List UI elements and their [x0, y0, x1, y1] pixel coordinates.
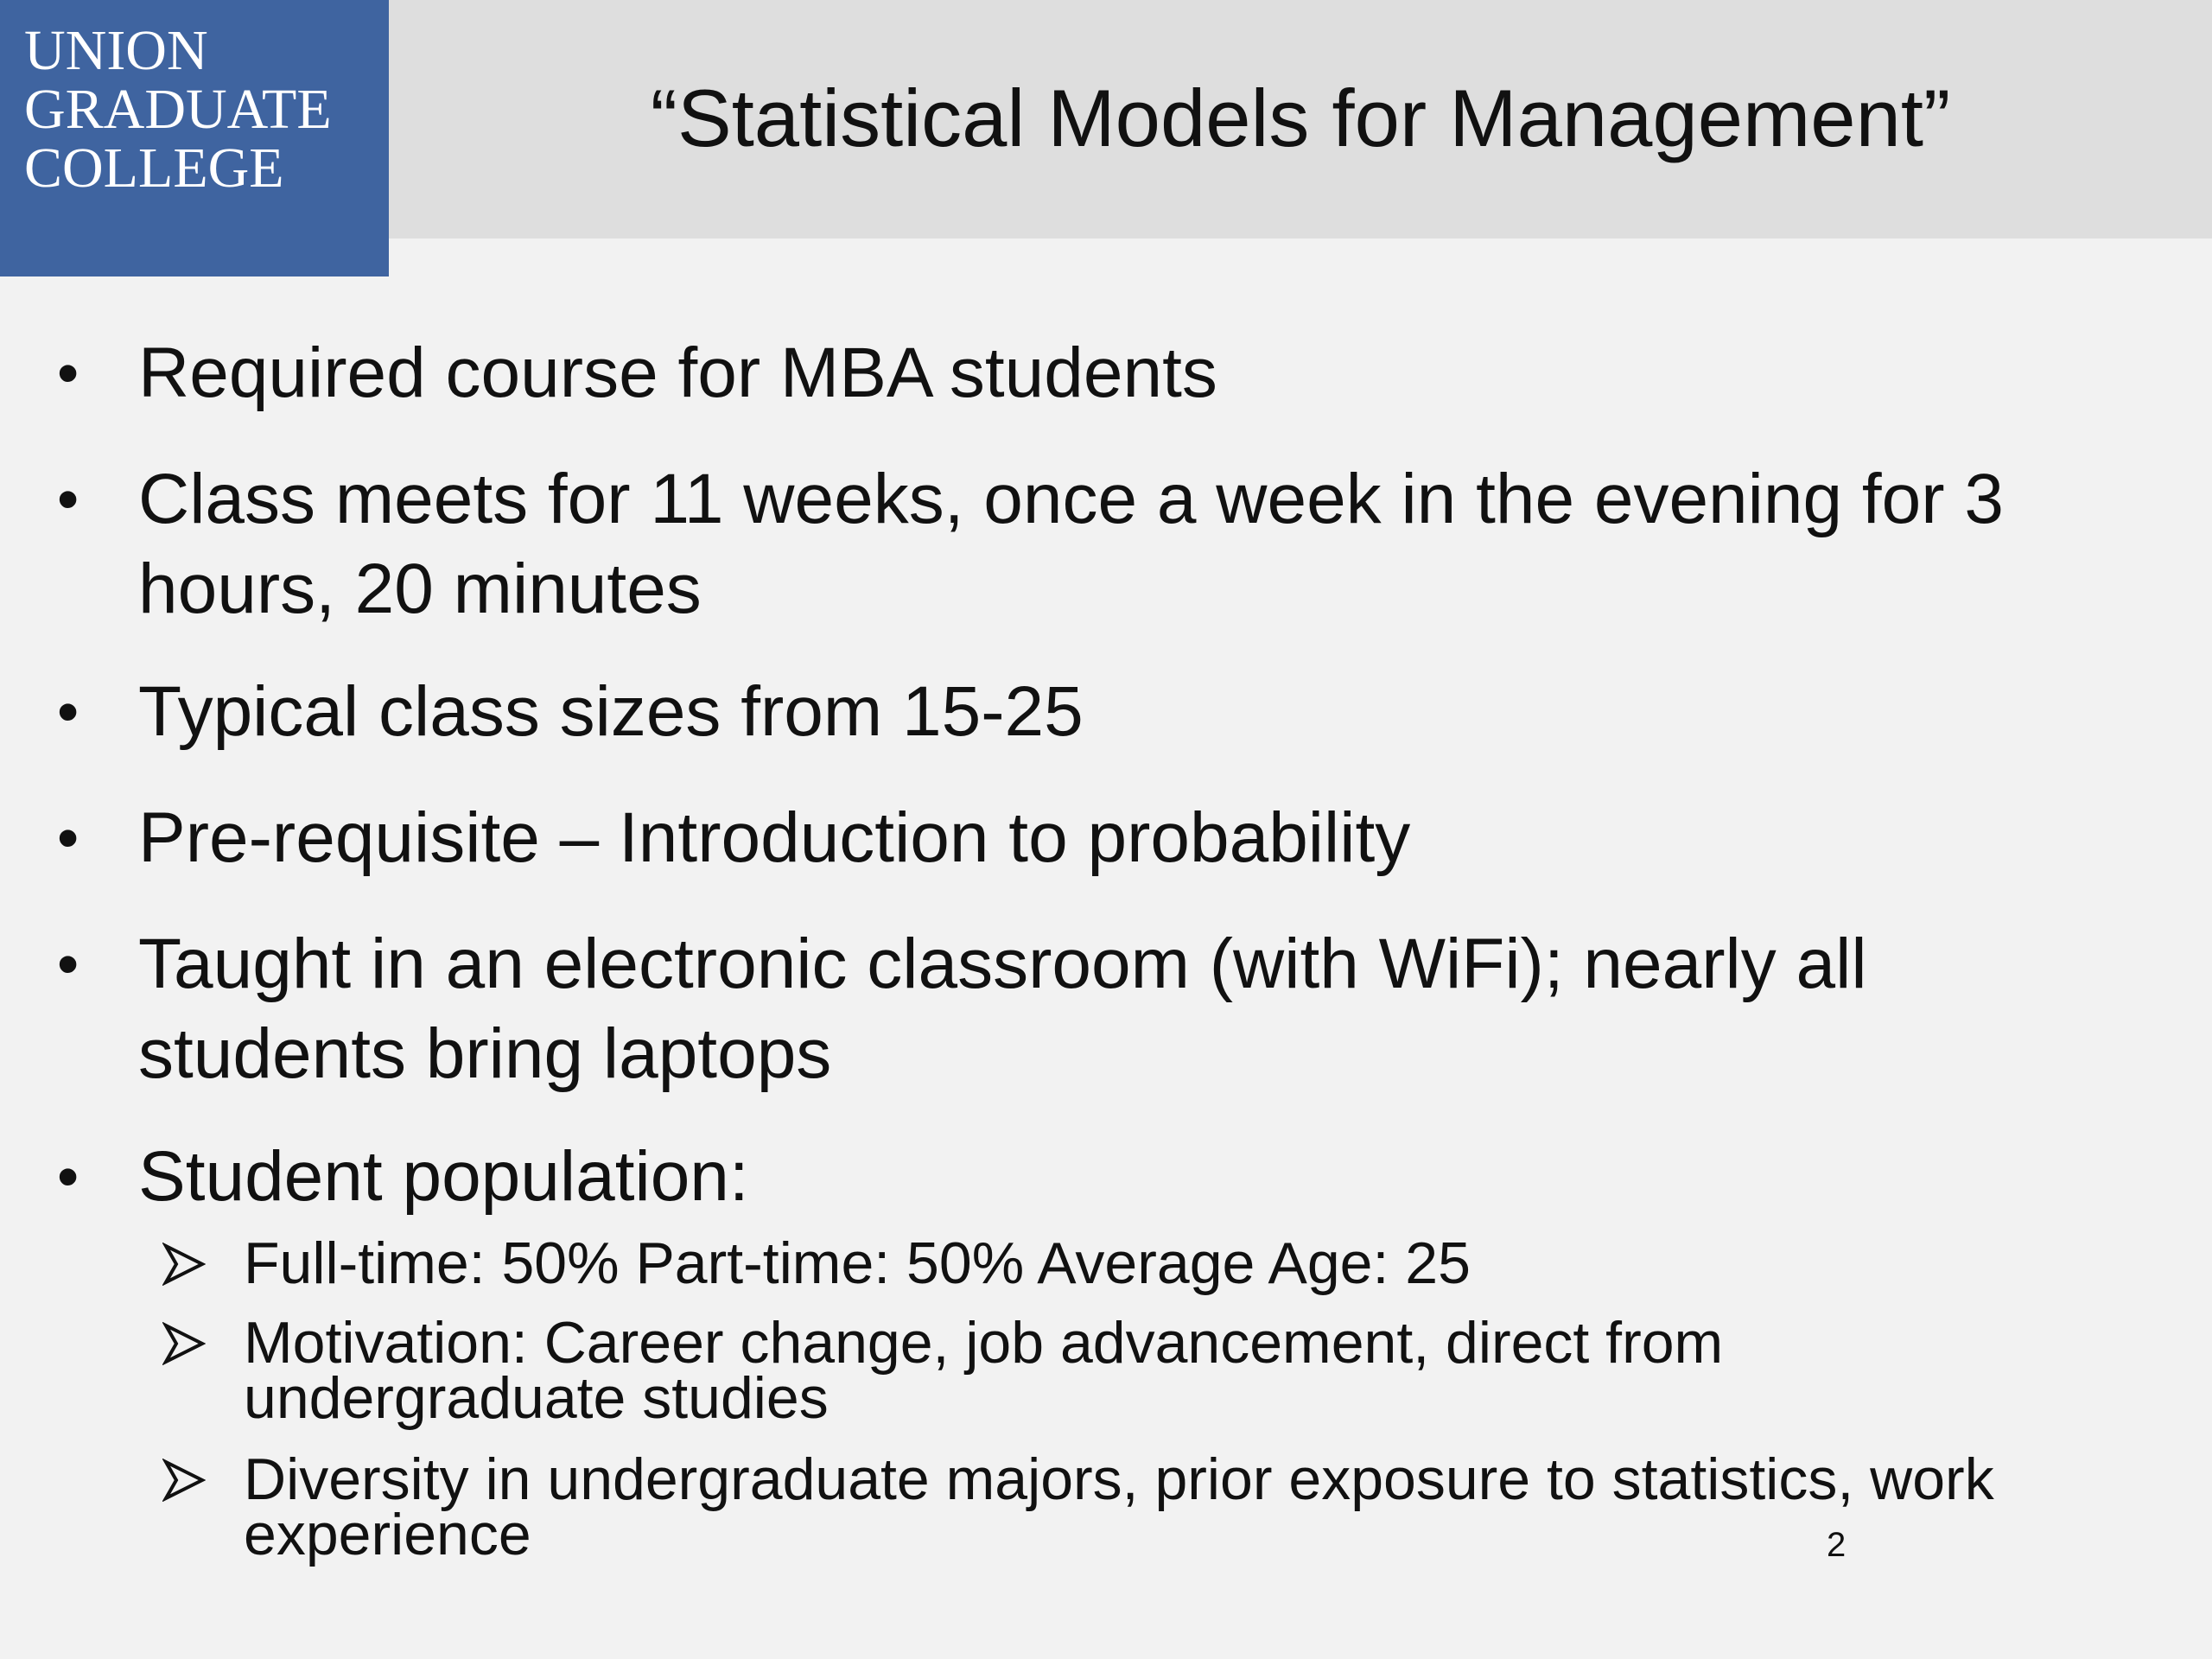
arrowhead-bullet-icon	[162, 1322, 206, 1365]
bullet-text-line-1: Taught in an electronic classroom (with WiFi); nearly all	[138, 925, 1867, 1003]
logo-line-college: COLLEGE	[24, 137, 284, 200]
logo-line-union: UNION	[24, 19, 208, 82]
bullet-text: Typical class sizes from 15-25	[138, 672, 1084, 751]
slide-title: “Statistical Models for Management”	[650, 73, 1951, 163]
bullet-text-line-2: hours, 20 minutes	[138, 550, 702, 628]
arrowhead-bullet-icon	[162, 1243, 206, 1286]
arrowhead-bullet-icon	[162, 1459, 206, 1502]
sub-bullet-text-line-2: undergraduate studies	[244, 1365, 829, 1431]
bullet-glyph: •	[57, 465, 79, 534]
bullet-glyph: •	[57, 804, 79, 873]
sub-bullet-text: Full-time: 50% Part-time: 50% Average Age: 25	[244, 1230, 1471, 1296]
bullet-glyph: •	[57, 1142, 79, 1211]
sub-bullet-text-line-1: Diversity in undergraduate majors, prior exposure to statistics, work	[244, 1446, 1994, 1512]
bullet-text: Pre-requisite – Introduction to probability	[138, 798, 1411, 877]
bullet-text-line-2: students bring laptops	[138, 1014, 832, 1093]
college-logo	[0, 0, 389, 276]
sub-bullet-text-line-1: Motivation: Career change, job advancement, direct from	[244, 1310, 1724, 1376]
sub-bullet-text-line-2: experience	[244, 1502, 531, 1567]
bullet-text: Student population:	[138, 1137, 749, 1216]
bullet-glyph: •	[57, 930, 79, 999]
bullet-glyph: •	[57, 677, 79, 747]
page-number: 2	[1827, 1526, 1847, 1564]
bullet-text: Required course for MBA students	[138, 334, 1217, 412]
bullet-text-line-1: Class meets for 11 weeks, once a week in the evening for 3	[138, 460, 2004, 538]
logo-line-graduate: GRADUATE	[24, 78, 332, 141]
bullet-glyph: •	[57, 339, 79, 408]
